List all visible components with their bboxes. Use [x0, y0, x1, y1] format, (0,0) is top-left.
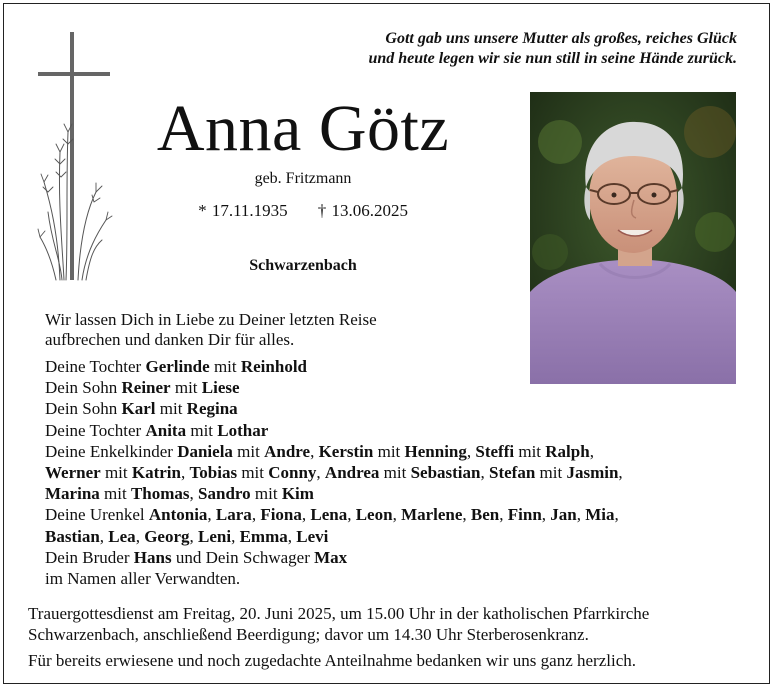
mourner-text: , [480, 463, 489, 483]
mourner-text: , [180, 463, 190, 483]
portrait-photo [530, 92, 736, 384]
funeral-service-info [28, 603, 649, 645]
mourner-name: Lothar [217, 420, 269, 440]
mourner-text: , [251, 505, 261, 525]
mourner-text: , [310, 441, 319, 461]
mourner-text: , [576, 505, 586, 525]
mourner-name: Lea [108, 526, 136, 546]
mourner-name: Georg [144, 526, 190, 546]
mourner-name: Daniela [177, 441, 233, 461]
mourner-text: mit [170, 378, 202, 398]
mourner-text: Dein Sohn [45, 378, 122, 398]
mourner-name: Sebastian [410, 463, 481, 483]
mourner-line [45, 568, 623, 589]
mourner-line [45, 504, 623, 525]
mourner-text: mit [250, 484, 282, 504]
mourner-name: Antonia [148, 505, 208, 525]
mourner-text: mit [209, 357, 241, 376]
mourner-line [45, 526, 623, 547]
mourner-text: , [99, 526, 109, 546]
mourner-name: Reiner [121, 378, 171, 398]
mourner-text: Deine Urenkel [45, 505, 149, 525]
mourner-name: Henning [404, 441, 467, 461]
hometown: Schwarzenbach [249, 257, 357, 274]
mourner-text: , [392, 505, 402, 525]
mourner-text: , [301, 505, 311, 525]
mourner-line [45, 547, 623, 568]
mourner-name: Mia [585, 505, 615, 525]
mourner-text: , [189, 526, 199, 546]
farewell-line-2: aufbrechen und danken Dir für alles. [45, 330, 295, 349]
mourner-text: , [589, 441, 594, 461]
mourner-name: Fiona [260, 505, 302, 525]
mourner-line [45, 462, 623, 483]
farewell-line-1: Wir lassen Dich in Liebe zu Deiner letzten Reise [45, 310, 377, 329]
mourner-name: Marina [45, 484, 100, 504]
epitaph-quote [368, 29, 737, 69]
mourner-name: Andrea [324, 463, 380, 483]
mourner-name: Thomas [130, 484, 190, 504]
mourner-name: Marlene [401, 505, 463, 525]
mourner-name: Ben [470, 505, 500, 525]
death-date: † 13.06.2025 [317, 201, 408, 220]
mourner-text: mit [535, 463, 567, 483]
mourner-text: , [466, 441, 476, 461]
mourner-text: mit [100, 463, 132, 483]
mourner-text: Deine Tochter [45, 420, 146, 440]
mourner-name: Kerstin [318, 441, 374, 461]
mourner-name: Anita [145, 420, 187, 440]
mourner-text: mit [186, 420, 218, 440]
mourner-name: Lena [310, 505, 348, 525]
mourner-name: Karl [121, 399, 156, 419]
mourner-name: Werner [45, 463, 101, 483]
mourner-text: , [462, 505, 471, 525]
mourner-name: Max [314, 547, 348, 567]
mourner-text: Deine Enkelkinder [45, 441, 178, 461]
mourner-name: Gerlinde [145, 357, 210, 376]
mourner-text: , [618, 463, 623, 483]
cross-with-grass-icon [36, 32, 116, 284]
mourner-text: mit [155, 399, 187, 419]
mourner-text: im Namen aller Verwandten. [45, 569, 241, 589]
mourner-name: Reinhold [240, 357, 307, 376]
thanks-note: Für bereits erwiesene und noch zugedachte Anteilnahme bedanken wir uns ganz herzlich. [28, 651, 636, 670]
mourner-text: , [614, 505, 619, 525]
birth-date: * 17.11.1935 [198, 201, 288, 220]
mourner-name: Steffi [475, 441, 515, 461]
mourner-name: Katrin [131, 463, 181, 483]
deceased-name: Anna Götz [156, 92, 450, 165]
mourner-text: , [135, 526, 145, 546]
mourners-list [45, 356, 623, 589]
mourner-text: , [189, 484, 199, 504]
mourner-text: mit [379, 463, 411, 483]
mourner-name: Levi [296, 526, 329, 546]
mourner-text: , [287, 526, 297, 546]
mourner-line [45, 377, 623, 398]
mourner-line [45, 441, 623, 462]
mourner-line [45, 398, 623, 419]
mourner-text: und Dein Schwager [171, 547, 315, 567]
mourner-text: , [316, 463, 325, 483]
mourner-name: Stefan [489, 463, 536, 483]
mourner-text: , [207, 505, 216, 525]
mourner-text: mit [237, 463, 269, 483]
mourner-text: , [499, 505, 508, 525]
birth-name: geb. Fritzmann [254, 170, 352, 187]
mourner-text: Dein Sohn [45, 399, 122, 419]
mourner-line [45, 356, 623, 377]
mourner-name: Kim [281, 484, 314, 504]
mourner-text: mit [373, 441, 405, 461]
mourner-name: Sandro [198, 484, 251, 504]
epitaph-line-1: Gott gab uns unsere Mutter als großes, reiches Glück [385, 30, 737, 47]
mourner-name: Emma [239, 526, 288, 546]
mourner-text: Dein Bruder [45, 547, 134, 567]
mourner-name: Liese [201, 378, 240, 398]
mourner-text: mit [99, 484, 131, 504]
life-dates [138, 201, 468, 221]
mourner-name: Jan [550, 505, 577, 525]
mourner-name: Leon [355, 505, 393, 525]
service-line-1: Trauergottesdienst am Freitag, 20. Juni 2025, um 15.00 Uhr in der katholischen Pfarrkirche [28, 604, 650, 623]
mourner-text: , [541, 505, 551, 525]
mourner-text: mit [232, 441, 265, 461]
mourner-text: mit [514, 441, 546, 461]
mourner-text: , [347, 505, 356, 525]
mourner-name: Lara [215, 505, 252, 525]
farewell-text [45, 310, 377, 350]
service-line-2: Schwarzenbach, anschließend Beerdigung; davor um 14.30 Uhr Sterberosenkranz. [28, 625, 589, 644]
mourner-name: Tobias [189, 463, 238, 483]
mourner-line [45, 420, 623, 441]
mourner-line [45, 483, 623, 504]
mourner-text: , [231, 526, 240, 546]
mourner-name: Finn [507, 505, 542, 525]
mourner-name: Conny [268, 463, 317, 483]
mourner-name: Leni [198, 526, 232, 546]
mourner-name: Regina [186, 399, 238, 419]
mourner-name: Jasmin [566, 463, 619, 483]
mourner-name: Bastian [45, 526, 100, 546]
mourner-name: Ralph [545, 441, 590, 461]
mourner-name: Hans [133, 547, 172, 567]
mourner-name: Andre [264, 441, 311, 461]
mourner-text: Deine Tochter [45, 357, 146, 376]
epitaph-line-2: und heute legen wir sie nun still in seine Hände zurück. [368, 50, 737, 67]
